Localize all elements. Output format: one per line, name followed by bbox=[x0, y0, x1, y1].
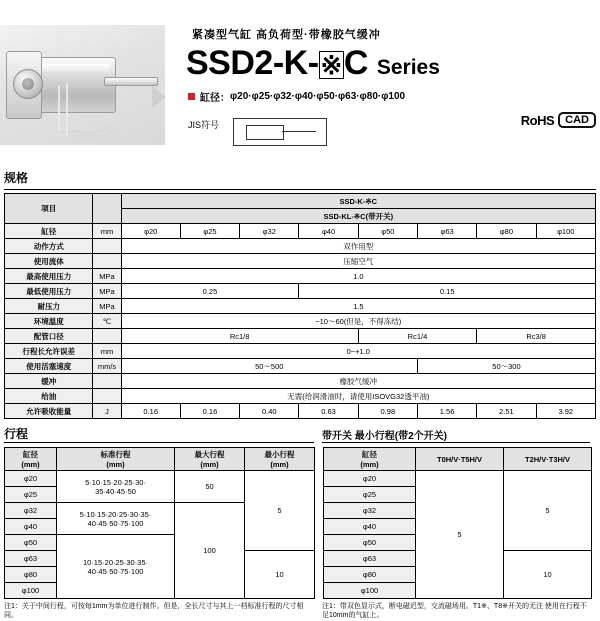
spec-row-value: 1.56 bbox=[417, 404, 476, 419]
stroke-std-line2: 40·45·50·75·100 bbox=[87, 566, 144, 576]
product-subtitle: 紧凑型气缸 高负荷型·带橡胶气缓冲 bbox=[192, 29, 381, 41]
stroke-col-std-label: 标准行程 bbox=[100, 450, 131, 459]
spec-row-value: Rc3/8 bbox=[477, 329, 596, 344]
spec-bore-cell: φ80 bbox=[477, 224, 536, 239]
spec-bore-cell: φ40 bbox=[299, 224, 358, 239]
spec-row-value: 0.16 bbox=[180, 404, 239, 419]
spec-row-unit bbox=[93, 374, 121, 389]
stroke-bore-cell: φ32 bbox=[5, 503, 57, 519]
switch-bore-cell: φ80 bbox=[324, 567, 416, 583]
stroke-bore-cell: φ80 bbox=[5, 567, 57, 583]
spec-rule bbox=[4, 189, 596, 190]
title-series: Series bbox=[376, 56, 440, 79]
title-main: SSD2-K- bbox=[186, 44, 319, 82]
table-row bbox=[5, 269, 596, 284]
stroke-col-max bbox=[175, 448, 245, 471]
switch-section-title: 带开关 最小行程(带2个开关) bbox=[322, 431, 447, 442]
spec-bore-cell: φ20 bbox=[121, 224, 180, 239]
spec-row-unit: mm bbox=[93, 224, 121, 239]
spec-row-label: 给油 bbox=[5, 389, 93, 404]
stroke-bore-cell: φ20 bbox=[5, 471, 57, 487]
spec-row-unit: mm bbox=[93, 344, 121, 359]
spec-row-unit: MPa bbox=[93, 269, 121, 284]
table-row bbox=[5, 389, 596, 404]
spec-row-label: 允许吸收能量 bbox=[5, 404, 93, 419]
title-mark: ※ bbox=[320, 50, 342, 80]
spec-row-value: −10～60(但是，不得冻结) bbox=[121, 314, 595, 329]
spec-row-label: 使用活塞速度 bbox=[5, 359, 93, 374]
switch-rule bbox=[322, 442, 590, 443]
spec-row-value: 1.5 bbox=[121, 299, 595, 314]
spec-row-label: 最低使用压力 bbox=[5, 284, 93, 299]
spec-col-item: 项目 bbox=[5, 194, 93, 224]
table-row bbox=[5, 374, 596, 389]
table-row bbox=[5, 254, 596, 269]
spec-row-value: 0.15 bbox=[299, 284, 596, 299]
spec-row-value: 50～500 bbox=[121, 359, 417, 374]
spec-row-value: 无需(给润滑油时，请使用ISOVG32透平油) bbox=[121, 389, 595, 404]
spec-row-value: 0~+1.0 bbox=[121, 344, 595, 359]
switch-col-t0h: T0H/V·T5H/V bbox=[416, 448, 504, 471]
switch-bore-cell: φ20 bbox=[324, 471, 416, 487]
stroke-std-cell bbox=[57, 535, 175, 599]
sensor-wire-shape bbox=[66, 83, 124, 137]
switch-note: 注1：带双色显示式，断电磁迟型，交流磁场用。T1※、T8※开关的无注 使用在行程不足10mm的气缸上。 bbox=[322, 603, 587, 620]
stroke-col-bore bbox=[5, 448, 57, 471]
stroke-min-cell: 10 bbox=[245, 551, 315, 599]
spec-row-value: 0.25 bbox=[121, 284, 299, 299]
table-row bbox=[324, 448, 592, 471]
switch-t2h-value: 5 bbox=[504, 471, 592, 551]
spec-row-label: 缸径 bbox=[5, 224, 93, 239]
spec-row-value: 1.0 bbox=[121, 269, 595, 284]
spec-row-label: 缓冲 bbox=[5, 374, 93, 389]
spec-row-value: 0.16 bbox=[121, 404, 180, 419]
stroke-note: 注1：关于中间行程，可按每1mm为单位进行制作。但是，全长尺寸与其上一档标准行程的尺寸相同。 bbox=[4, 603, 304, 620]
stroke-col-bore-unit: (mm) bbox=[21, 460, 40, 469]
red-square-icon bbox=[188, 93, 195, 100]
stroke-rule bbox=[4, 442, 314, 443]
table-row bbox=[5, 404, 596, 419]
bore-label: 缸径： bbox=[200, 93, 230, 104]
spec-row-value: Rc1/4 bbox=[358, 329, 477, 344]
stroke-col-std-unit: (mm) bbox=[106, 460, 125, 469]
page-title bbox=[186, 46, 594, 80]
spec-bore-cell: φ100 bbox=[536, 224, 595, 239]
arrow-icon bbox=[152, 86, 166, 108]
spec-row-label: 动作方式 bbox=[5, 239, 93, 254]
spec-row-value: 双作用型 bbox=[121, 239, 595, 254]
spec-table bbox=[4, 193, 596, 419]
switch-table bbox=[323, 447, 592, 599]
notes-row bbox=[0, 602, 600, 621]
table-row bbox=[5, 471, 315, 487]
spec-section-title: 规格 bbox=[4, 171, 29, 185]
table-row bbox=[5, 299, 596, 314]
stroke-std-line2: 35·40·45·50 bbox=[95, 486, 136, 496]
stroke-std-line2: 40·45·50·75·100 bbox=[87, 518, 144, 528]
stroke-bore-cell: φ100 bbox=[5, 583, 57, 599]
spec-col-unit bbox=[93, 194, 121, 224]
jis-label: JIS符号 bbox=[188, 120, 220, 130]
switch-col-t2h: T2H/V·T3H/V bbox=[504, 448, 592, 471]
stroke-table bbox=[4, 447, 315, 599]
spec-row-label: 耐压力 bbox=[5, 299, 93, 314]
spec-row-unit bbox=[93, 389, 121, 404]
spec-row-label: 环境温度 bbox=[5, 314, 93, 329]
bore-summary bbox=[188, 89, 594, 104]
spec-row-unit bbox=[93, 329, 121, 344]
stroke-col-min bbox=[245, 448, 315, 471]
table-row bbox=[5, 224, 596, 239]
table-row bbox=[5, 359, 596, 374]
switch-t0h-value: 5 bbox=[416, 471, 504, 599]
badge-group bbox=[521, 112, 596, 128]
stroke-bore-cell: φ50 bbox=[5, 535, 57, 551]
stroke-std-line1: 10·15·20·25·30·35· bbox=[82, 557, 149, 567]
table-row bbox=[5, 329, 596, 344]
spec-bore-cell: φ25 bbox=[180, 224, 239, 239]
lower-tables bbox=[0, 447, 600, 599]
spec-row-label: 行程长允许误差 bbox=[5, 344, 93, 359]
spec-row-value: 0.98 bbox=[358, 404, 417, 419]
table-row bbox=[5, 284, 596, 299]
spec-row-unit: ℃ bbox=[93, 314, 121, 329]
rohs-badge: RoHS bbox=[520, 112, 555, 128]
table-row bbox=[5, 239, 596, 254]
switch-col-bore-label: 缸径 bbox=[362, 450, 377, 459]
product-photo bbox=[0, 25, 165, 145]
stroke-col-min-unit: (mm) bbox=[270, 460, 289, 469]
page-header bbox=[0, 0, 600, 165]
stroke-min-cell: 5 bbox=[245, 471, 315, 551]
spec-row-value: 0.63 bbox=[299, 404, 358, 419]
spec-row-value: 50～300 bbox=[417, 359, 595, 374]
stroke-std-cell bbox=[57, 471, 175, 503]
stroke-bore-cell: φ25 bbox=[5, 487, 57, 503]
stroke-col-std bbox=[57, 448, 175, 471]
stroke-col-bore-label: 缸径 bbox=[23, 450, 38, 459]
spec-row-label: 使用流体 bbox=[5, 254, 93, 269]
spec-row-value: Rc1/8 bbox=[121, 329, 358, 344]
stroke-bore-cell: φ40 bbox=[5, 519, 57, 535]
spec-row-value: 0.40 bbox=[240, 404, 299, 419]
table-row bbox=[324, 471, 592, 487]
spec-bore-cell: φ63 bbox=[417, 224, 476, 239]
title-c: C bbox=[343, 44, 368, 82]
stroke-col-max-label: 最大行程 bbox=[194, 450, 225, 459]
switch-t2h-value: 10 bbox=[504, 551, 592, 599]
jis-symbol-icon bbox=[233, 118, 327, 146]
spec-model-2: SSD-KL-※C(带开关) bbox=[121, 209, 595, 224]
spec-row-unit: J bbox=[93, 404, 121, 419]
cad-badge: CAD bbox=[558, 112, 596, 128]
stroke-section-title: 行程 bbox=[4, 427, 29, 441]
switch-bore-cell: φ32 bbox=[324, 503, 416, 519]
spec-row-label: 配管口径 bbox=[5, 329, 93, 344]
switch-bore-cell: φ50 bbox=[324, 535, 416, 551]
spec-row-value: 3.92 bbox=[536, 404, 595, 419]
stroke-bore-cell: φ63 bbox=[5, 551, 57, 567]
table-row bbox=[5, 194, 596, 209]
stroke-std-cell bbox=[57, 503, 175, 535]
spec-row-value: 2.51 bbox=[477, 404, 536, 419]
spec-row-label: 最高使用压力 bbox=[5, 269, 93, 284]
table-row bbox=[5, 448, 315, 471]
spec-row-unit bbox=[93, 254, 121, 269]
header-text-block bbox=[170, 26, 594, 146]
stroke-std-line1: 5·10·15·20·25·30· bbox=[85, 477, 146, 487]
spec-row-unit: MPa bbox=[93, 284, 121, 299]
stroke-max-cell: 100 bbox=[175, 503, 245, 599]
spec-row-unit bbox=[93, 239, 121, 254]
spec-bore-cell: φ32 bbox=[240, 224, 299, 239]
spec-row-value: 压缩空气 bbox=[121, 254, 595, 269]
spec-row-unit: MPa bbox=[93, 299, 121, 314]
stroke-std-line1: 5·10·15·20·25·30·35· bbox=[79, 509, 152, 519]
table-row bbox=[5, 344, 596, 359]
table-row bbox=[5, 314, 596, 329]
switch-bore-cell: φ63 bbox=[324, 551, 416, 567]
spec-bore-cell: φ50 bbox=[358, 224, 417, 239]
spec-model-1: SSD-K-※C bbox=[121, 194, 595, 209]
spec-row-value: 橡胶气缓冲 bbox=[121, 374, 595, 389]
stroke-col-max-unit: (mm) bbox=[200, 460, 219, 469]
switch-bore-cell: φ25 bbox=[324, 487, 416, 503]
switch-col-bore bbox=[324, 448, 416, 471]
stroke-max-cell: 50 bbox=[175, 471, 245, 503]
spec-row-unit: mm/s bbox=[93, 359, 121, 374]
switch-bore-cell: φ100 bbox=[324, 583, 416, 599]
switch-bore-cell: φ40 bbox=[324, 519, 416, 535]
cylinder-port-shape bbox=[13, 69, 43, 99]
stroke-col-min-label: 最小行程 bbox=[264, 450, 295, 459]
switch-col-bore-unit: (mm) bbox=[360, 460, 379, 469]
lower-section-titles bbox=[0, 425, 600, 443]
bore-values: φ20·φ25·φ32·φ40·φ50·φ63·φ80·φ100 bbox=[230, 91, 406, 102]
